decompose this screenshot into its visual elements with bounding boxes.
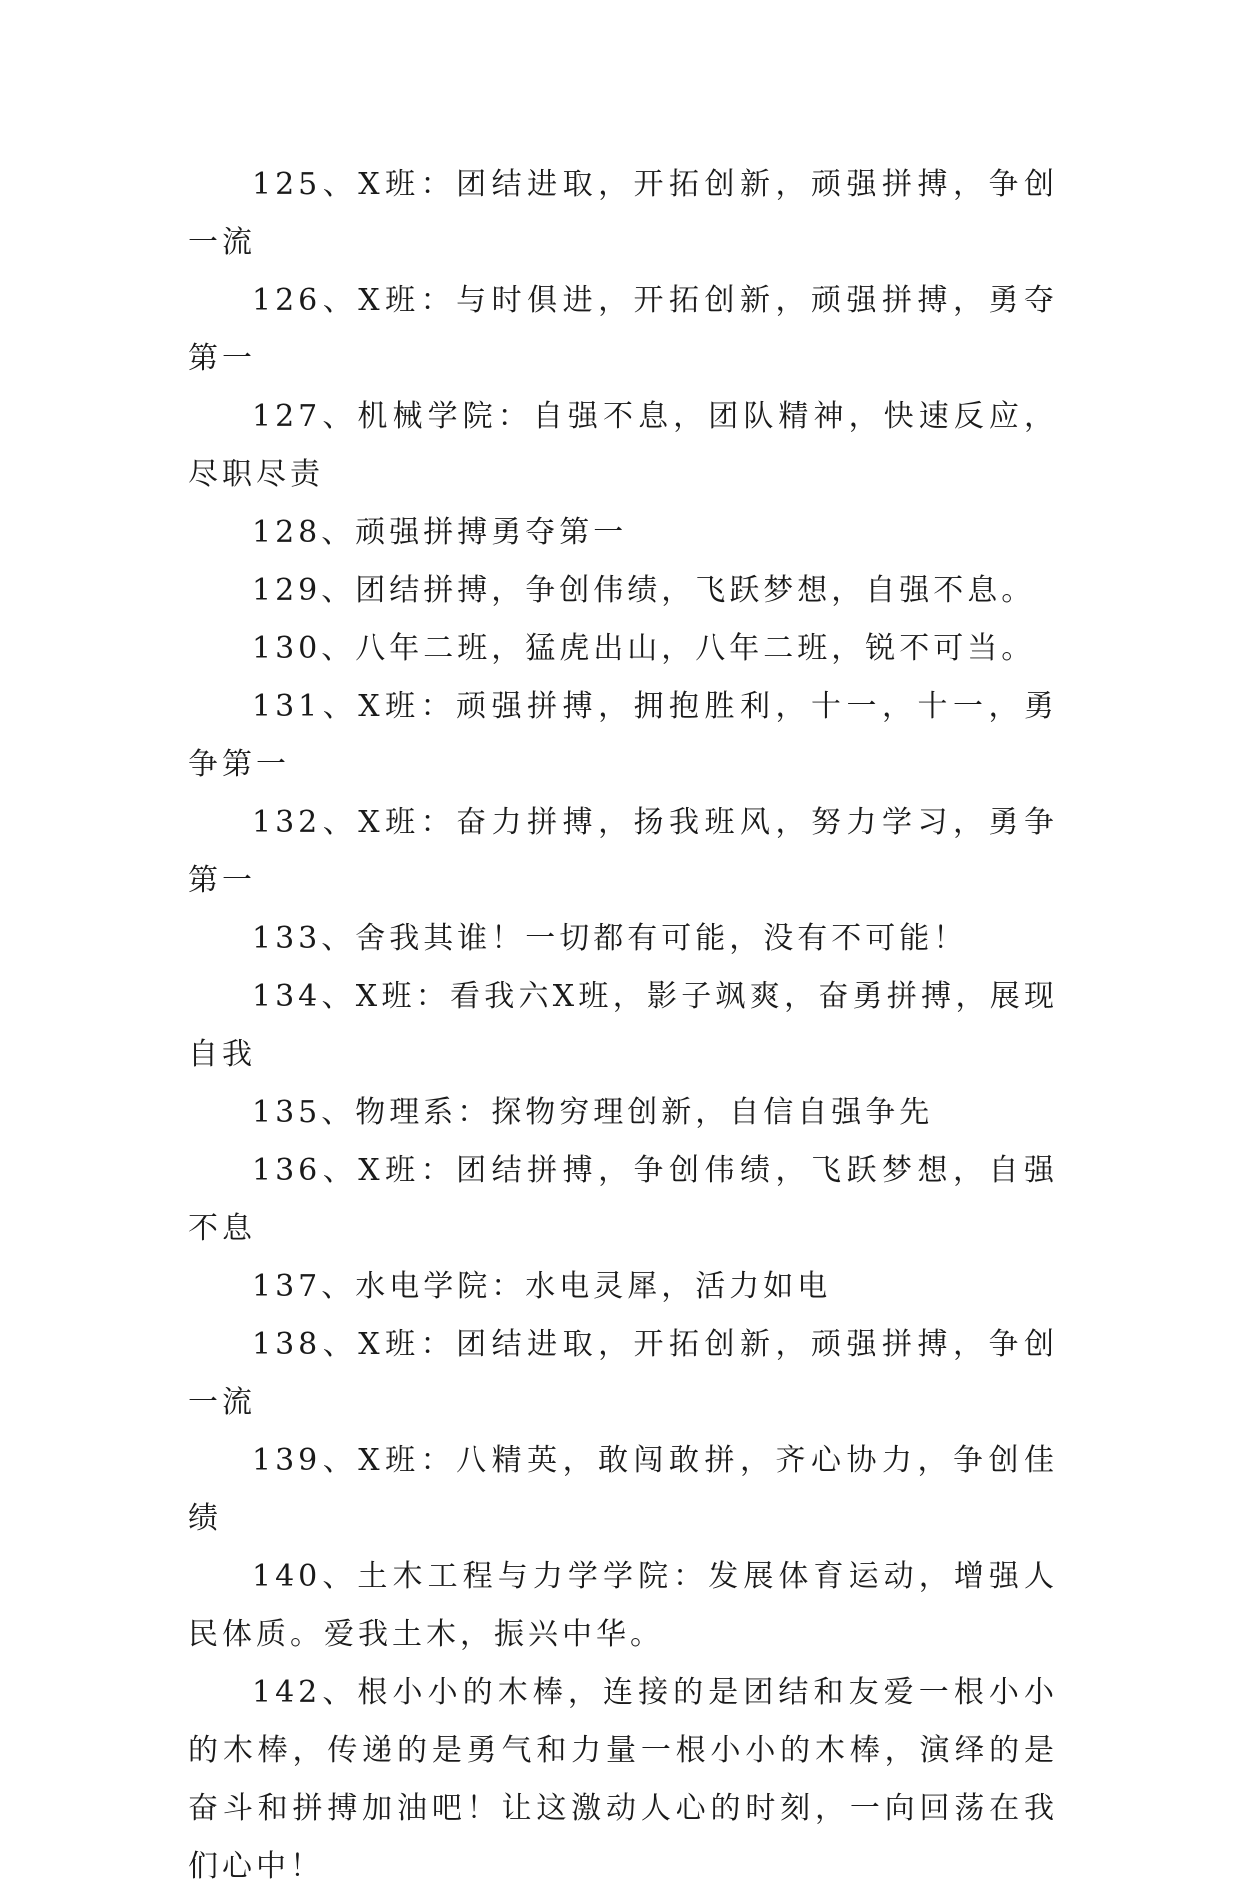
slogan-125: 125、X班：团结进取，开拓创新，顽强拼搏，争创一流 [188, 167, 1058, 260]
slogan-134: 134、X班：看我六X班，影子飒爽，奋勇拼搏，展现自我 [188, 979, 1058, 1072]
slogan-128: 128、顽强拼搏勇夺第一 [252, 515, 628, 550]
slogan-136: 136、X班：团结拼搏，争创伟绩，飞跃梦想，自强不息 [188, 1153, 1058, 1246]
slogan-129: 129、团结拼搏，争创伟绩，飞跃梦想，自强不息。 [252, 573, 1036, 608]
slogan-133: 133、舍我其谁！一切都有可能，没有不可能！ [252, 921, 968, 956]
slogan-132: 132、X班：奋力拼搏，扬我班风，努力学习，勇争第一 [188, 805, 1058, 898]
slogan-140: 140、土木工程与力学学院：发展体育运动，增强人民体质。爱我土木，振兴中华。 [188, 1559, 1058, 1652]
slogan-130: 130、八年二班，猛虎出山，八年二班，锐不可当。 [252, 631, 1036, 666]
document-body [188, 156, 1058, 1896]
slogan-142: 142、根小小的木棒，连接的是团结和友爱一根小小的木棒，传递的是勇气和力量一根小小的木棒，演绎的是奋斗和拼搏加油吧！让这激动人心的时刻，一向回荡在我们心中！ [188, 1675, 1058, 1884]
slogan-126: 126、X班：与时俱进，开拓创新，顽强拼搏，勇夺第一 [188, 283, 1058, 376]
slogan-137: 137、水电学院：水电灵犀，活力如电 [252, 1269, 832, 1304]
slogan-138: 138、X班：团结进取，开拓创新，顽强拼搏，争创一流 [188, 1327, 1058, 1420]
slogan-131: 131、X班：顽强拼搏，拥抱胜利，十一，十一，勇争第一 [188, 689, 1058, 782]
slogan-135: 135、物理系：探物穷理创新，自信自强争先 [252, 1095, 934, 1130]
slogan-139: 139、X班：八精英，敢闯敢拼，齐心协力，争创佳绩 [188, 1443, 1058, 1536]
slogan-127: 127、机械学院：自强不息，团队精神，快速反应，尽职尽责 [188, 399, 1058, 492]
